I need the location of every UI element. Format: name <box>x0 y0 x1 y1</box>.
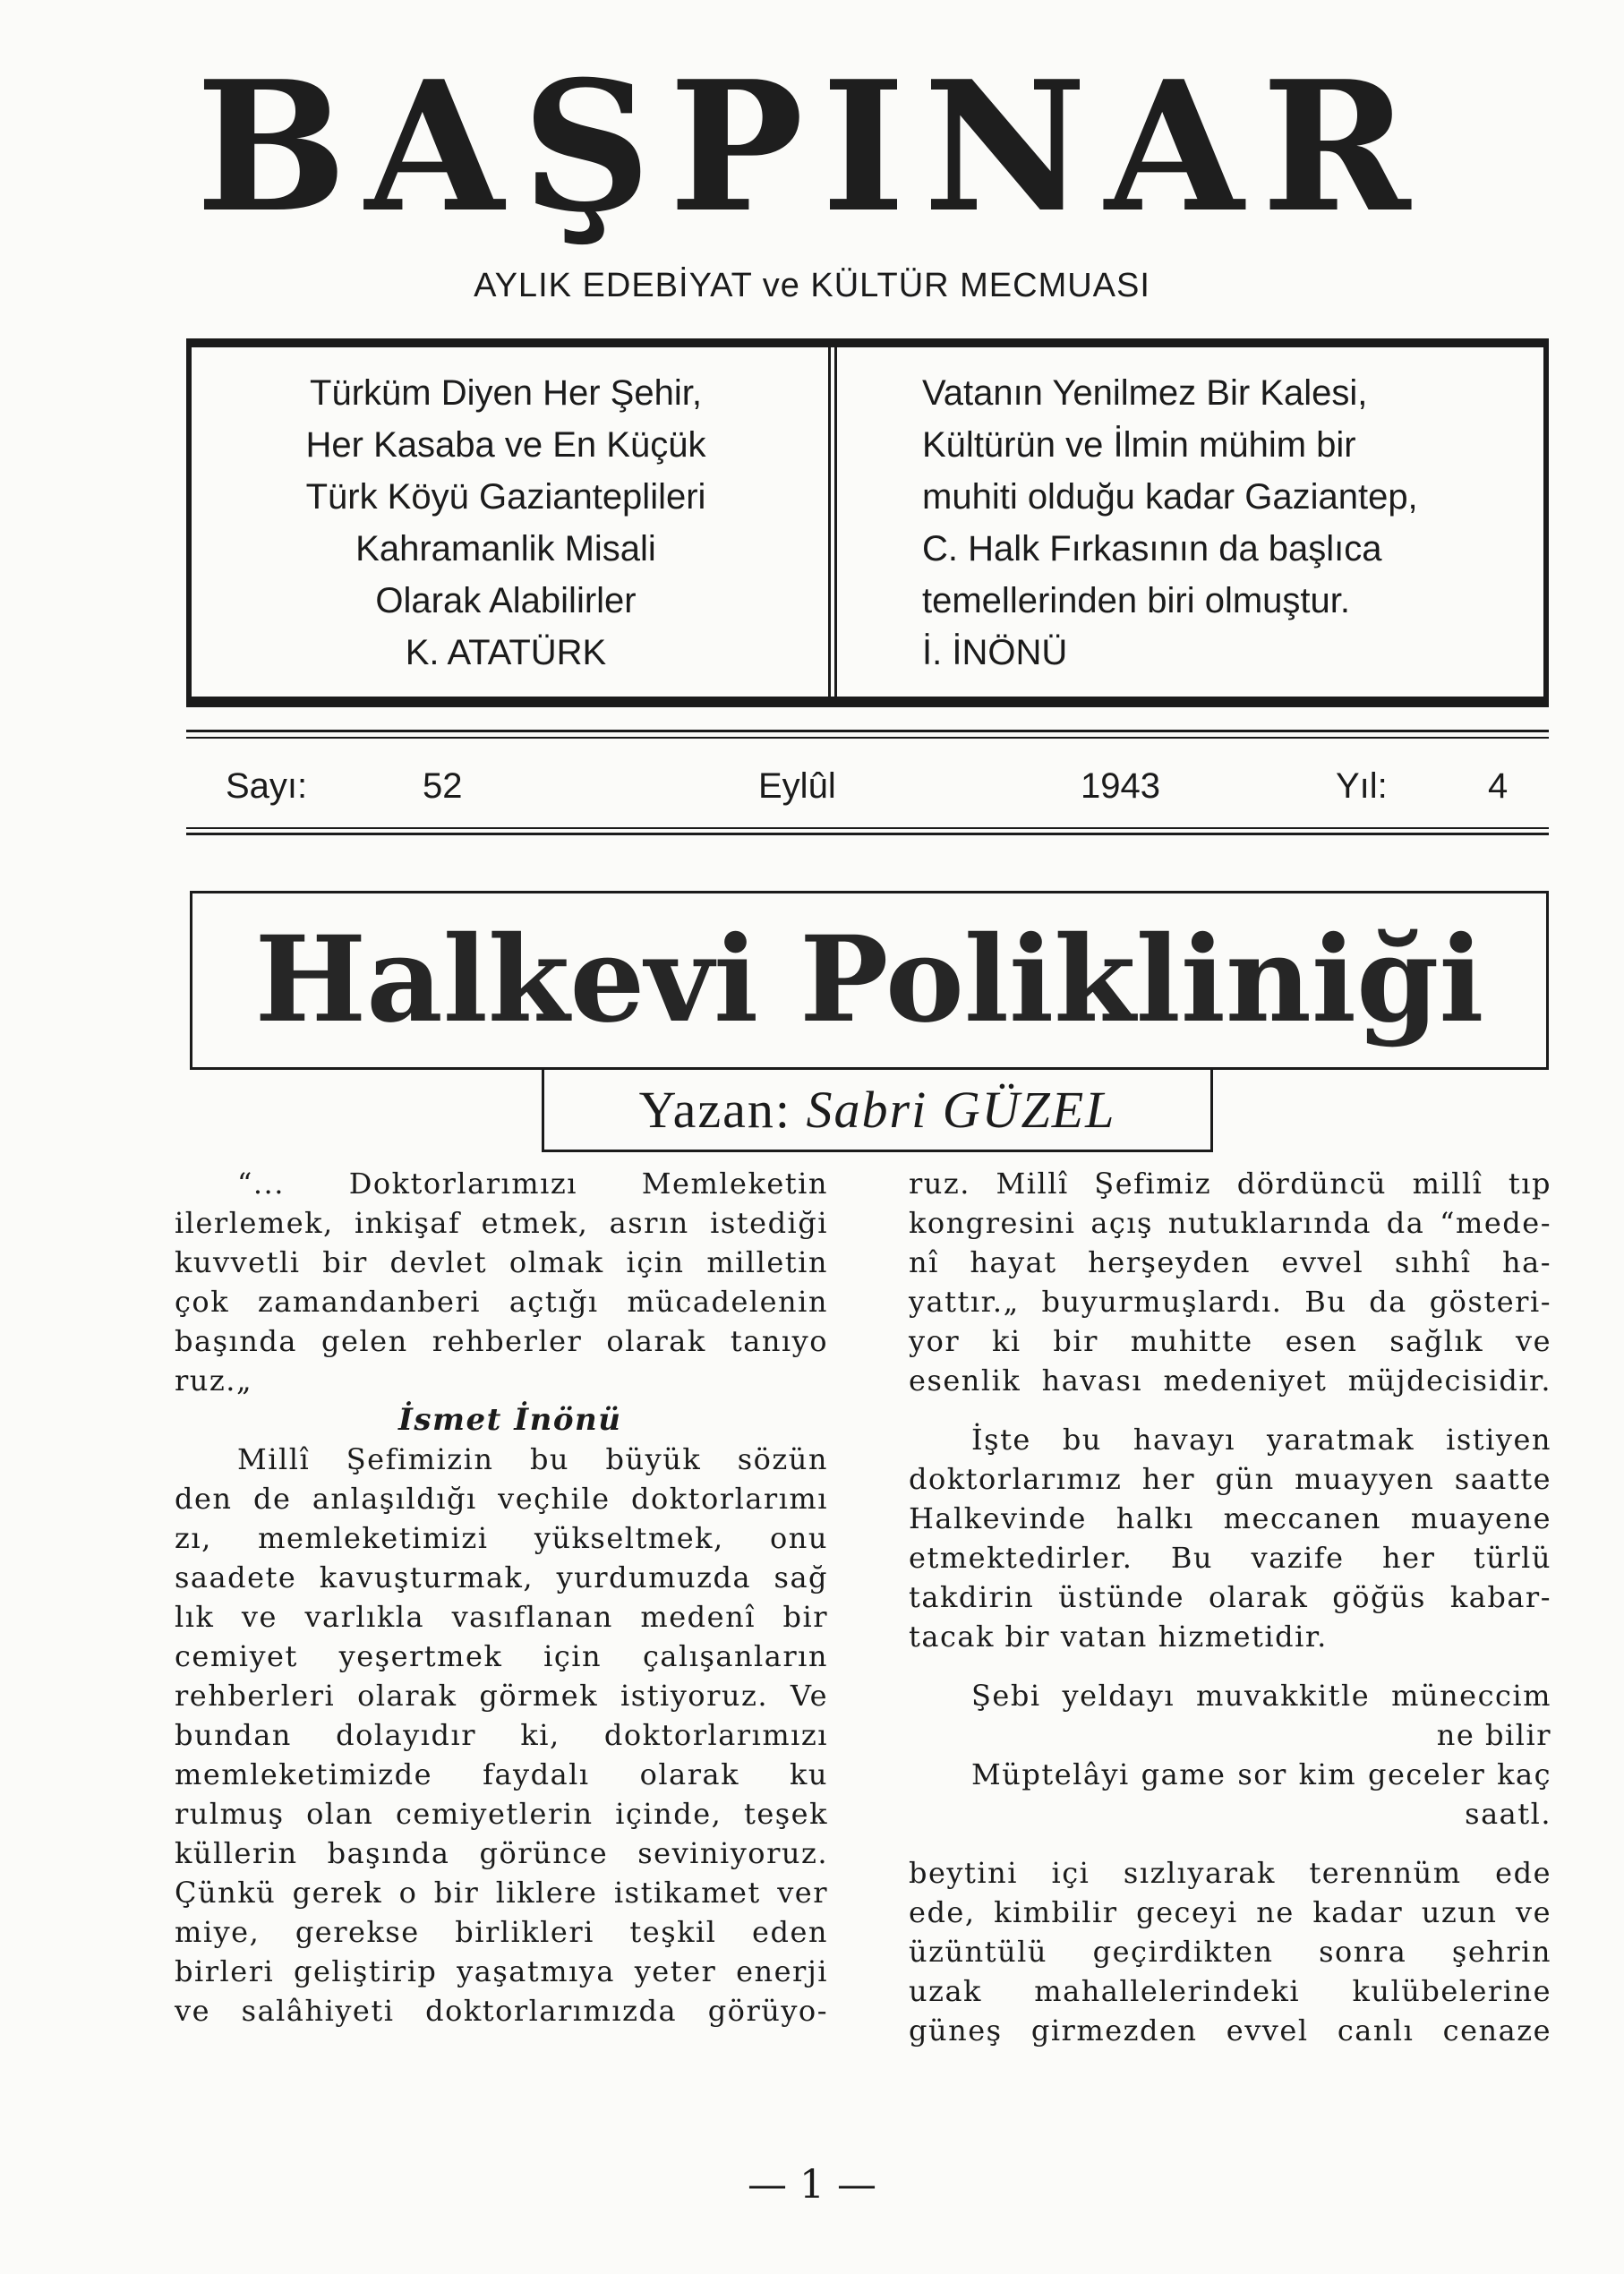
article-line: rehberleri olarak görmek istiyoruz. Ve <box>175 1679 828 1713</box>
rule <box>186 730 1549 732</box>
article-line: rulmuş olan cemiyetlerin içinde, teşek <box>175 1797 828 1831</box>
article-line: Çünkü gerek o bir liklere istikamet ver <box>175 1876 828 1910</box>
quote-inonu <box>922 367 1522 679</box>
issue-volume: 4 <box>1488 766 1509 806</box>
article-line: bundan dolayıdır ki, doktorlarımızı <box>175 1718 828 1752</box>
article-line: ede, kimbilir geceyi ne kadar uzun ve <box>909 1895 1551 1929</box>
article-line: kongresini açış nutuklarında da “mede- <box>909 1206 1551 1240</box>
article-line: cemiyet yeşertmek için çalışanların <box>175 1639 828 1673</box>
article-line: tacak bir vatan hizmetidir. <box>909 1620 1328 1654</box>
quote-line: C. Halk Fırkasının da başlıca <box>922 529 1382 568</box>
masthead-title: BAŞPINAR <box>195 42 1429 252</box>
article-line: Halkevinde halkı meccanen muayene <box>909 1501 1551 1535</box>
article-line: ne bilir <box>1436 1718 1551 1752</box>
article-line: nî hayat herşeyden evvel sıhhî ha- <box>909 1245 1551 1279</box>
issue-number: 52 <box>423 766 463 806</box>
author-name: Sabri GÜZEL <box>806 1081 1116 1139</box>
page-number: — 1 — <box>748 2162 876 2208</box>
issue-year-label: Yıl: <box>1336 766 1388 806</box>
article-line: doktorlarımız her gün muayyen saatte <box>909 1462 1551 1496</box>
article-line: “... Doktorlarımızı Memleketin <box>237 1167 828 1201</box>
quote-line: temellerinden biri olmuştur. <box>922 581 1350 620</box>
rule <box>186 833 1549 835</box>
article-line: çok zamandanberi açtığı mücadelenin <box>175 1285 828 1319</box>
article-line: lık ve varlıkla vasıflanan medenî bir <box>175 1600 828 1634</box>
rule <box>186 737 1549 739</box>
article-line: etmektedirler. Bu vazife her türlü <box>909 1541 1551 1575</box>
article-line: Şebi yeldayı muvakkitle müneccim <box>971 1679 1551 1713</box>
article-line: zı, memleketimizi yükseltmek, onu <box>175 1521 828 1555</box>
quote-line: Her Kasaba ve En Küçük <box>305 425 706 465</box>
article-line: ilerlemek, inkişaf etmek, asrın istediği <box>175 1206 828 1240</box>
quote-attribution: İsmet İnönü <box>398 1402 622 1438</box>
article-line: üzüntülü geçirdikten sonra şehrin <box>909 1935 1551 1969</box>
article-line: güneş girmezden evvel canlı cenaze <box>909 2013 1551 2047</box>
article-column-right <box>909 1164 1551 2050</box>
article-title: Halkevi Polikliniği <box>254 910 1484 1049</box>
article-column-left <box>175 1164 828 2030</box>
issue-label: Sayı: <box>226 766 308 806</box>
quote-line: muhiti olduğu kadar Gaziantep, <box>922 477 1418 517</box>
quote-line: Vatanın Yenilmez Bir Kalesi, <box>922 373 1368 413</box>
byline <box>542 1079 1213 1141</box>
article-line: Müptelâyi game sor kim geceler kaç <box>971 1757 1551 1791</box>
article-line: den de anlaşıldığı veçhile doktorlarımı <box>175 1482 828 1516</box>
article-line: başında gelen rehberler olarak tanıyo <box>175 1324 828 1358</box>
article-line: saadete kavuşturmak, yurdumuzda sağ <box>175 1560 828 1594</box>
article-line: memleketimizde faydalı olarak ku <box>175 1757 828 1791</box>
article-line: İşte bu havayı yaratmak istiyen <box>971 1423 1551 1457</box>
article-line: yattır.„ buyurmuşlardı. Bu da gösteri- <box>909 1285 1551 1319</box>
issue-month: Eylûl <box>758 766 836 806</box>
article-line: esenlik havası medeniyet müjdecisidir. <box>909 1364 1551 1398</box>
article-line: kuvvetli bir devlet olmak için milletin <box>175 1245 828 1279</box>
quote-line: Kültürün ve İlmin mühim bir <box>922 425 1356 465</box>
article-line: küllerin başında görünce seviniyoruz. <box>175 1836 828 1870</box>
quote-line: Türküm Diyen Her Şehir, <box>310 373 702 413</box>
article-line: beytini içi sızlıyarak terennüm ede <box>909 1856 1551 1890</box>
article-line: Millî Şefimizin bu büyük sözün <box>237 1442 828 1476</box>
quote-line: Türk Köyü Gazianteplileri <box>305 477 706 517</box>
article-line: yor ki bir muhitte esen sağlık ve <box>909 1324 1551 1358</box>
issue-info <box>226 761 1515 811</box>
article-line: saatl. <box>1465 1797 1551 1831</box>
quote-line: Olarak Alabilirler <box>375 581 637 620</box>
article-line: uzak mahallelerindeki kulübelerine <box>909 1974 1551 2008</box>
article-line: ruz.„ <box>175 1364 253 1398</box>
quote-divider <box>828 347 837 698</box>
quote-ataturk <box>219 367 792 679</box>
article-line: miye, gerekse birlikleri teşkil eden <box>175 1915 828 1949</box>
quote-signature: İ. İNÖNÜ <box>922 633 1068 672</box>
rule <box>186 827 1549 829</box>
article-line: takdirin üstünde olarak göğüs kabar- <box>909 1580 1551 1614</box>
quote-line: Kahramanlik Misali <box>355 529 656 568</box>
article-line: birleri geliştirip yaşatmıya yeter enerji <box>175 1954 828 1988</box>
article-line: ve salâhiyeti doktorlarımızda görüyo- <box>175 1994 828 2028</box>
quote-signature: K. ATATÜRK <box>405 633 607 672</box>
article-line: ruz. Millî Şefimiz dördüncü millî tıp <box>909 1167 1551 1201</box>
byline-label: Yazan: <box>638 1081 792 1139</box>
masthead-subtitle: AYLIK EDEBİYAT ve KÜLTÜR MECMUASI <box>474 267 1150 304</box>
issue-year: 1943 <box>1081 766 1160 806</box>
